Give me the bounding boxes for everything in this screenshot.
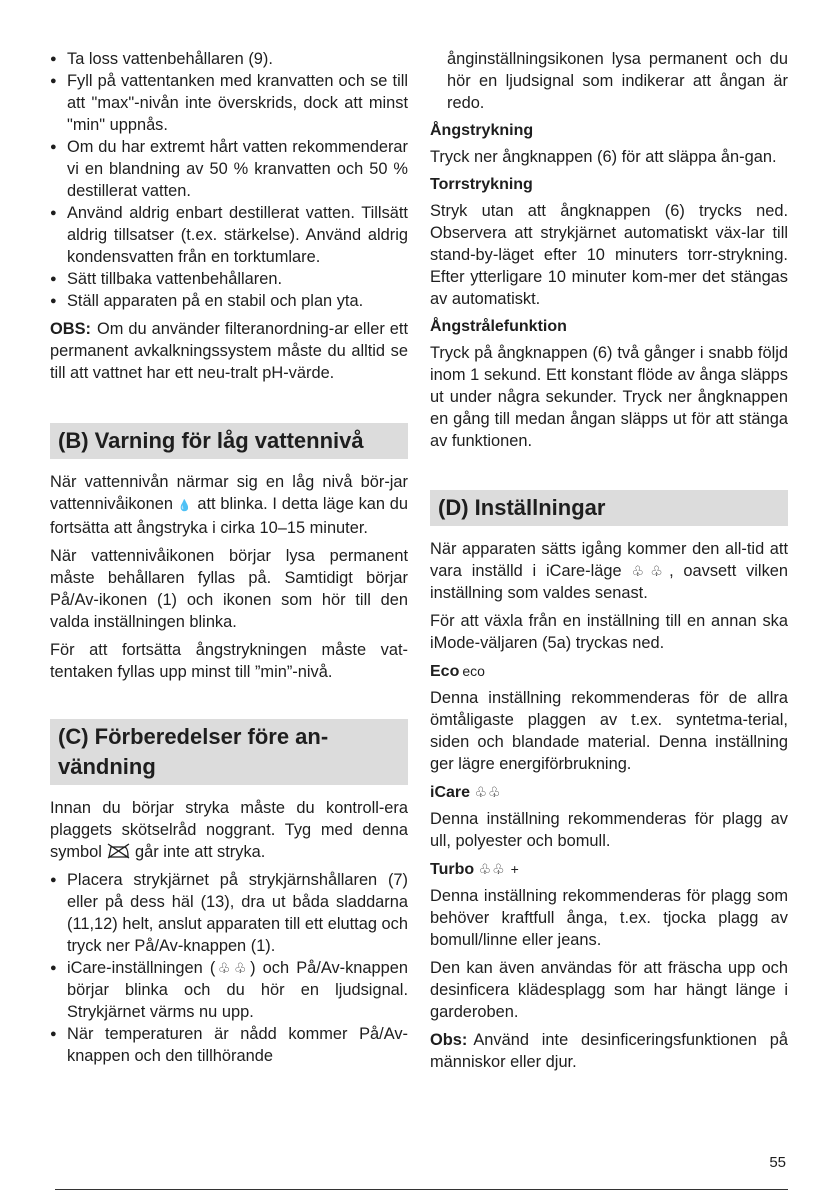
- list-item: ● Fyll på vattentanken med kranvatten och se till att "max"-nivån inte överskrids, dock att minst "min" uppnås.: [50, 70, 408, 136]
- icare-text: Denna inställning rekommenderas för plagg av ull, polyester och bomull.: [430, 810, 788, 850]
- section-c-heading-line: (C) Förberedelser före an-: [58, 724, 329, 749]
- list-item: ● Placera strykjärnet på strykjärnshållaren (7) eller på dess häl (13), dra ut båda sladdarna (11,12) helt, anslut apparaten till ett eluttag och tryck ner På/Av-knappen (1).: [50, 869, 408, 957]
- dry-ironing-text: Stryk utan att ångknappen (6) trycks ned. Observera att strykjärnet automatiskt väx-lar till stand-by-läget efter 10 minuters torr-strykning. Efter ytterligare 10 minuter kom-mer det stängas av automatiskt.: [430, 202, 788, 308]
- list-item-text: iCare-inställningen (: [67, 959, 216, 977]
- section-c-text: Innan du börjar stryka måste du kontroll-era plaggets skötselråd noggrant. Tyg med denna symbol: [50, 799, 408, 861]
- section-d-paragraph: [430, 538, 788, 604]
- section-c-text: går inte att stryka.: [135, 843, 266, 861]
- list-item: ● När temperaturen är nådd kommer På/Av-knappen och den tillhörande: [50, 1023, 408, 1067]
- section-b-paragraph: För att fortsätta ångstrykningen måste vat-tentaken fyllas upp minst till ”min”-nivå.: [50, 641, 408, 681]
- eco-title-text: Eco: [430, 663, 460, 680]
- list-item: [50, 957, 408, 1023]
- list-item: ● Ställ apparaten på en stabil och plan yta.: [50, 290, 408, 312]
- steam-ironing-title: Ångstrykning: [430, 122, 534, 139]
- obs-note: [50, 318, 408, 384]
- section-d-text: När apparaten sätts igång kommer den all-tid att vara inställd i iCare-läge: [430, 540, 788, 580]
- section-d-heading: (D) Inställningar: [430, 490, 788, 526]
- section-b-text: När vattennivån närmar sig en låg nivå bör-jar vattennivåikonen: [50, 473, 408, 513]
- eco-text: Denna inställning rekommenderas för de allra ömtåligaste plaggen av t.ex. syntetma-terial, siden och blandade material. Denna inställning ger lägre energiförbrukning.: [430, 689, 788, 773]
- section-b-paragraph: [50, 471, 408, 539]
- obs-note: [430, 1029, 788, 1073]
- obs-text: Använd inte desinficeringsfunktionen på människor eller djur.: [430, 1031, 788, 1071]
- section-b-heading: (B) Varning för låg vattennivå: [50, 423, 408, 459]
- icare-icon: ♧♧: [215, 960, 251, 976]
- list-item: ● Använd aldrig enbart destillerat vatten. Tillsätt aldrig tillsatser (t.ex. stärkelse). Använd aldrig kondensvatten från en torktumlare.: [50, 202, 408, 268]
- water-drop-icon: 💧: [177, 500, 193, 512]
- section-c-heading-line: vändning: [58, 754, 156, 779]
- list-item: ● Sätt tillbaka vattenbehållaren.: [50, 268, 408, 290]
- turbo-icon: ♧♧ +: [478, 861, 520, 877]
- obs-label: Obs:: [430, 1031, 468, 1049]
- list-item-text: ) och På/Av-knappen börjar blinka och du hör en ljudsignal. Strykjärnet värms nu upp.: [67, 959, 408, 1021]
- section-c-heading: [50, 719, 408, 785]
- turbo-text: Den kan även användas för att fräscha upp och desinficera klädesplagg som har hängt länge i garderoben.: [430, 959, 788, 1021]
- section-d-paragraph: För att växla från en inställning till en annan ska iMode-väljaren (5a) tryckas ned.: [430, 612, 788, 652]
- steam-burst-title: Ångstrålefunktion: [430, 318, 567, 335]
- steam-burst-text: Tryck på ångknappen (6) två gånger i snabb följd inom 1 sekund. Ett konstant flöde av ånga släpps ut under några sekunder. Tryck ner ångknappen en gång till medan ångan släpps ut för att stänga av funktionen.: [430, 344, 788, 450]
- list-item: ● Om du har extremt hårt vatten rekommenderar vi en blandning av 50 % kranvatten och 50 % destillerat vatten.: [50, 136, 408, 202]
- icare-title-text: iCare: [430, 784, 471, 801]
- section-c-paragraph: [50, 797, 408, 863]
- dry-ironing-title: Torrstrykning: [430, 176, 533, 193]
- page-number: 55: [769, 1154, 786, 1171]
- left-column: [50, 48, 408, 1067]
- right-column: [430, 48, 788, 1079]
- section-b-text: att blinka. I detta läge kan du fortsätta att ångstryka i cirka 10–15 minuter.: [50, 495, 408, 537]
- eco-title: [430, 660, 788, 683]
- eco-icon: eco: [462, 663, 485, 679]
- turbo-title: [430, 858, 788, 881]
- footer-divider: [55, 1189, 788, 1190]
- turbo-text: Denna inställning rekommenderas för plagg som behöver kraftfull ånga, t.ex. tjocka plagg av bomull/linne eller jeans.: [430, 887, 788, 949]
- icare-icon: ♧♧: [631, 563, 670, 579]
- turbo-title-text: Turbo: [430, 861, 475, 878]
- list-item: ● Ta loss vattenbehållaren (9).: [50, 48, 408, 70]
- obs-text: Om du använder filteranordning-ar eller ett permanent avkalkningssystem måste du alltid se till att vattnet har ett neu-tralt pH-värde.: [50, 320, 408, 382]
- obs-label: OBS:: [50, 320, 91, 338]
- section-d-text: , oavsett vilken inställning som valdes senast.: [430, 562, 788, 602]
- icare-title: [430, 781, 788, 804]
- continuation-text: ånginställningsikonen lysa permanent och du hör en ljudsignal som indikerar att ångan är redo.: [447, 50, 788, 112]
- steam-ironing-text: Tryck ner ångknappen (6) för att släppa ån-gan.: [430, 148, 777, 166]
- no-ironing-symbol-icon: [106, 843, 130, 859]
- icare-icon: ♧♧: [474, 784, 502, 800]
- section-b-paragraph: När vattennivåikonen börjar lysa permanent måste behållaren fyllas på. Samtidigt börjar På/Av-ikonen (1) och ikonen som hör till den valda inställningen blinka.: [50, 547, 408, 631]
